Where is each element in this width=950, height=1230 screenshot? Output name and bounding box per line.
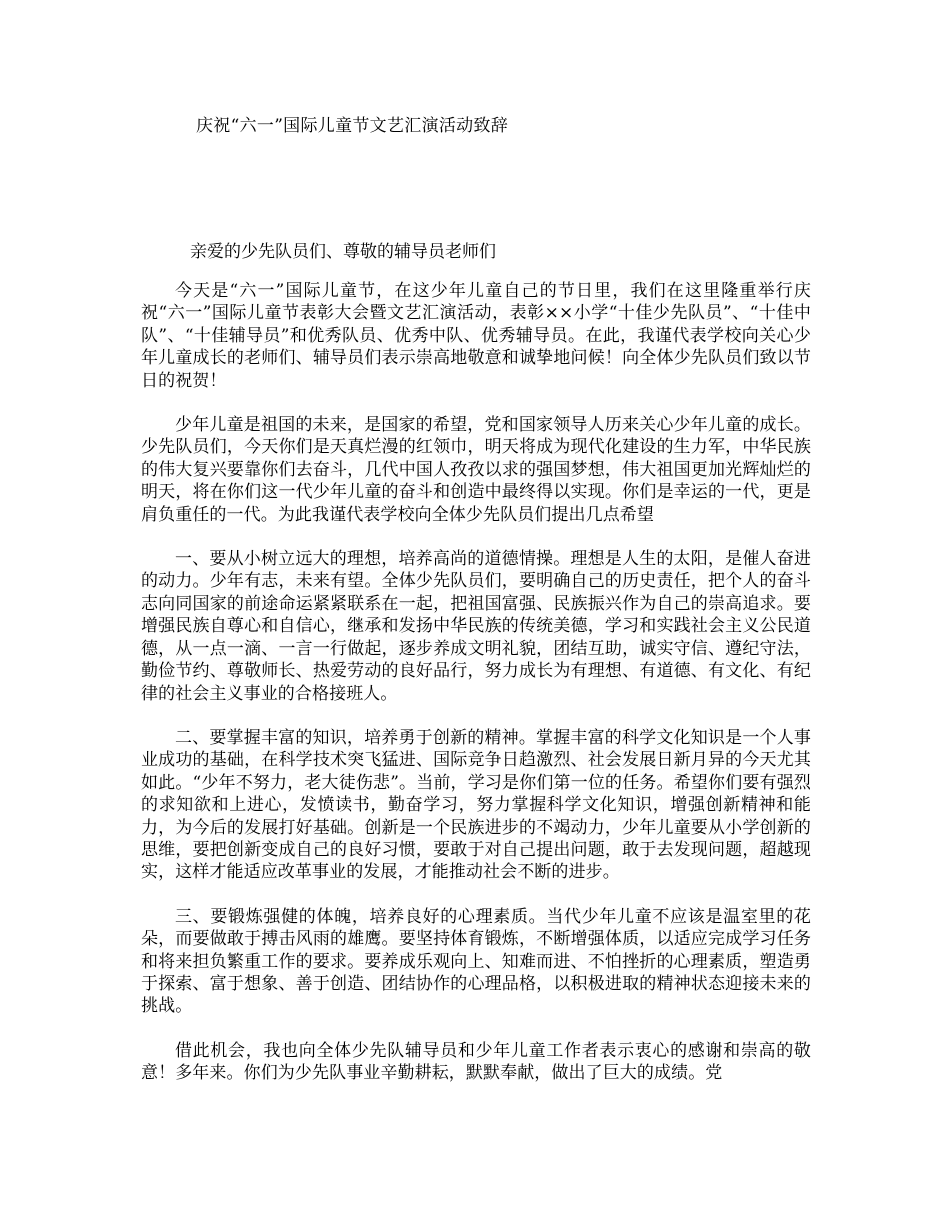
document-title: 庆祝“六一”国际儿童节文艺汇演活动致辞	[196, 116, 509, 136]
paragraph: 借此机会，我也向全体少先队辅导员和少年儿童工作者表示衷心的感谢和崇高的敬意！多年来。你们为少先队事业辛勤耕耘，默默奉献，做出了巨大的成绩。党	[141, 1040, 811, 1084]
salutation: 亲爱的少先队员们、尊敬的辅导员老师们	[190, 242, 496, 262]
document-body	[141, 280, 811, 1107]
paragraph: 少年儿童是祖国的未来，是国家的希望，党和国家领导人历来关心少年儿童的成长。少先队员们，今天你们是天真烂漫的红领巾，明天将成为现代化建设的生力军，中华民族的伟大复兴要靠你们去奋斗，几代中国人孜孜以求的强国梦想，伟大祖国更加光辉灿烂的明天，将在你们这一代少年儿童的奋斗和创造中最终得以实现。你们是幸运的一代，更是肩负重任的一代。为此我谨代表学校向全体少先队员们提出几点希望	[141, 415, 811, 525]
paragraph: 今天是“六一”国际儿童节，在这少年儿童自己的节日里，我们在这里隆重举行庆祝“六一”国际儿童节表彰大会暨文艺汇演活动，表彰××小学“十佳少先队员”、“十佳中队”、“十佳辅导员”和优秀队员、优秀中队、优秀辅导员。在此，我谨代表学校向关心少年儿童成长的老师们、辅导员们表示崇高地敬意和诚挚地问候！向全体少先队员们致以节日的祝贺！	[141, 281, 811, 391]
paragraph: 二、要掌握丰富的知识，培养勇于创新的精神。掌握丰富的科学文化知识是一个人事业成功的基础，在科学技术突飞猛进、国际竞争日趋激烈、社会发展日新月异的今天尤其如此。“少年不努力，老大徒伤悲”。当前，学习是你们第一位的任务。希望你们要有强烈的求知欲和上进心，发愤读书，勤奋学习，努力掌握科学文化知识，增强创新精神和能力，为今后的发展打好基础。创新是一个民族进步的不竭动力，少年儿童要从小学创新的思维，要把创新变成自己的良好习惯，要敢于对自己提出问题，敢于去发现问题，超越现实，这样才能适应改革事业的发展，才能推动社会不断的进步。	[141, 727, 811, 883]
paragraph: 三、要锻炼强健的体魄，培养良好的心理素质。当代少年儿童不应该是温室里的花朵，而要做敢于搏击风雨的雄鹰。要坚持体育锻炼，不断增强体质，以适应完成学习任务和将来担负繁重工作的要求。要养成乐观向上、知难而进、不怕挫折的心理素质，塑造勇于探索、富于想象、善于创造、团结协作的心理品格，以积极进取的精神状态迎接未来的挑战。	[141, 906, 811, 1017]
paragraph: 一、要从小树立远大的理想，培养高尚的道德情操。理想是人生的太阳，是催人奋进的动力。少年有志，未来有望。全体少先队员们，要明确自己的历史责任，把个人的奋斗志向同国家的前途命运紧紧联系在一起，把祖国富强、民族振兴作为自己的崇高追求。要增强民族自尊心和自信心，继承和发扬中华民族的传统美德，学习和实践社会主义公民道德，从一点一滴、一言一行做起，逐步养成文明礼貌，团结互助，诚实守信、遵纪守法，勤俭节约、尊敬师长、热爱劳动的良好品行，努力成长为有理想、有道德、有文化、有纪律的社会主义事业的合格接班人。	[141, 549, 811, 704]
